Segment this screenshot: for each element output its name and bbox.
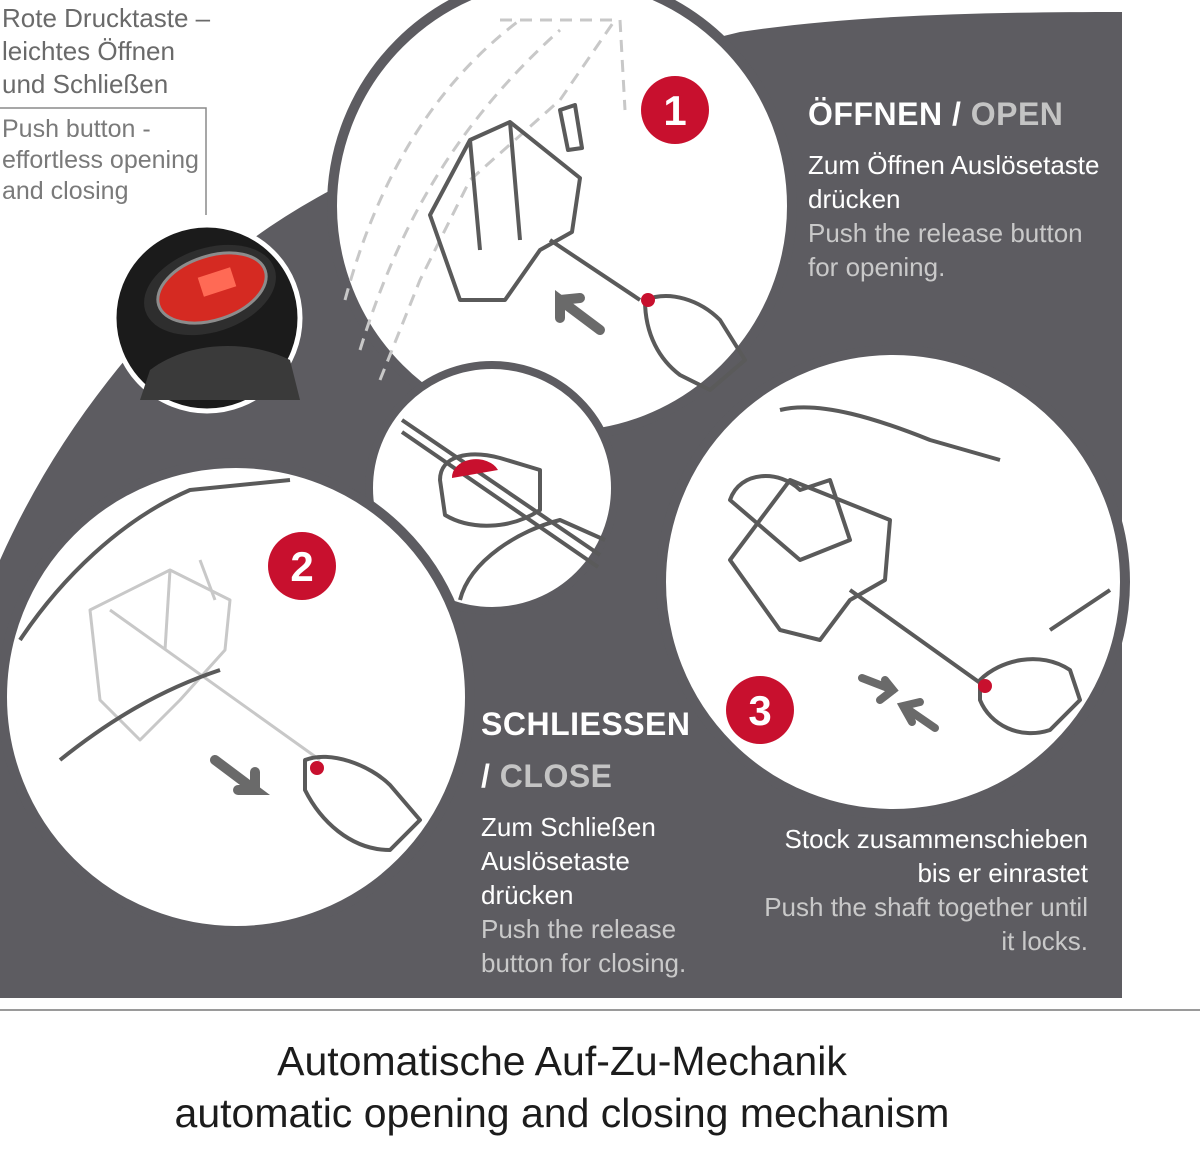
svg-text:3: 3 — [748, 687, 772, 734]
close-instruction-en: Push the release button for closing. — [481, 914, 687, 978]
step-3-number-badge — [726, 676, 794, 744]
open-instruction-en: Push the release button for opening. — [808, 218, 1083, 282]
open-heading: ÖFFNEN / OPEN — [808, 96, 1064, 132]
open-instruction-de: Zum Öffnen Auslösetaste drücken — [808, 150, 1100, 214]
step-2-number-badge — [268, 532, 336, 600]
callout-text-de: Rote Drucktaste – leichtes Öffnen und Schließen — [2, 3, 211, 99]
callout-text-en: Push button - effortless opening and closing — [2, 115, 199, 205]
caption-de: Automatische Auf-Zu-Mechanik — [277, 1038, 847, 1084]
lock-instruction-de: Stock zusammenschieben bis er einrastet — [784, 824, 1088, 888]
close-heading-en: / CLOSE — [481, 758, 613, 794]
push-button-photo — [114, 225, 300, 411]
svg-text:1: 1 — [663, 87, 687, 134]
caption-en: automatic opening and closing mechanism — [174, 1090, 950, 1136]
step-2-close-illustration — [2, 463, 470, 931]
lock-instruction-en: Push the shaft together until it locks. — [764, 892, 1088, 956]
close-instruction-de: Zum Schließen Auslösetaste drücken — [481, 812, 656, 910]
close-heading-de: SCHLIESSEN — [481, 706, 691, 742]
step-1-open-illustration — [332, 0, 792, 436]
step-3-lock-illustration — [661, 350, 1125, 814]
step-1-number-badge — [641, 76, 709, 144]
svg-text:2: 2 — [290, 543, 314, 590]
